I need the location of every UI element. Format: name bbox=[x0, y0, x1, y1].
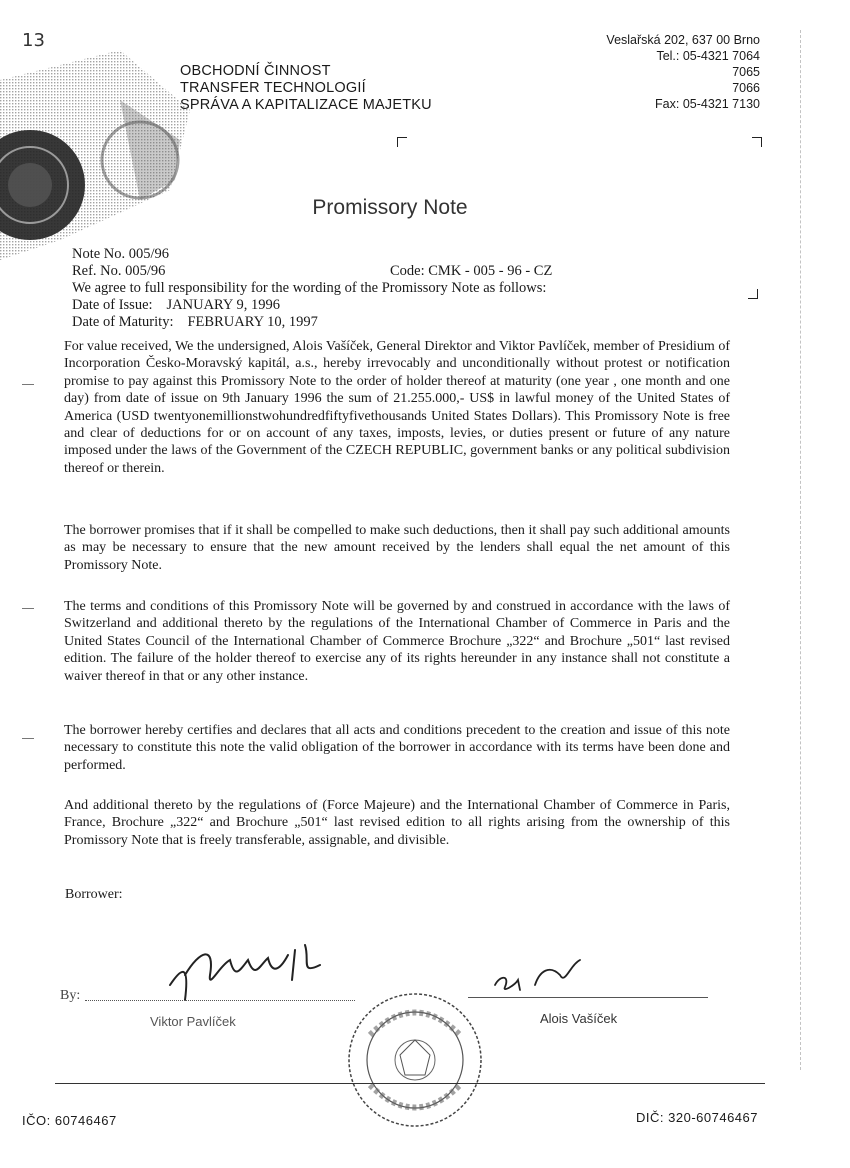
paragraph-3-text: The terms and conditions of this Promissory Note will be governed by and construed in accordance with the laws of Switzerland and additional thereto by the regulations of the International Chamber of Commerce in Paris and the United States Council of the International Chamber of Commerce Brochure „322“ and Brochure „501“ last revised edition. The failure of the holder thereof to exercise any of its rights hereunder in any instance shall not constitute a waiver thereof in that or any other instance. bbox=[64, 599, 730, 684]
note-number bbox=[72, 246, 772, 263]
signer-name-2: Alois Vašíček bbox=[540, 1011, 618, 1026]
tax-id-number: DIČ: 320-60746467 bbox=[636, 1110, 758, 1125]
date-of-maturity-row bbox=[72, 314, 772, 331]
company-activities bbox=[180, 63, 432, 114]
paragraph-4-text: The borrower hereby certifies and declares that all acts and conditions precedent to the creation and issue of this note necessary to constitute this note the valid obligation of the borrower in accordance with its terms have been done and performed. bbox=[64, 723, 730, 773]
paragraph-force-majeure bbox=[64, 797, 730, 849]
date-of-maturity-value: FEBRUARY 10, 1997 bbox=[187, 314, 318, 330]
reference-row bbox=[72, 263, 772, 280]
signer-name-1: Viktor Pavlíček bbox=[150, 1014, 236, 1029]
document-code: Code: CMK - 005 - 96 - CZ bbox=[390, 263, 553, 279]
telephone: Tel.: 05-4321 7064 bbox=[656, 49, 760, 63]
telephone-2: 7065 bbox=[732, 65, 760, 79]
margin-mark bbox=[22, 738, 34, 739]
intro-text: We agree to full responsibility for the wording of the Promissory Note as follows: bbox=[72, 280, 547, 296]
contact-block bbox=[606, 32, 760, 112]
margin-mark bbox=[22, 608, 34, 609]
address: Veslařská 202, 637 00 Brno bbox=[606, 33, 760, 47]
date-of-issue-value: JANUARY 9, 1996 bbox=[166, 297, 280, 313]
document-title: Promissory Note bbox=[312, 196, 468, 219]
paragraph-5-text: And additional thereto by the regulations of (Force Majeure) and the International Chamber of Commerce in Paris, France, Brochure „322“ and Brochure „501“ last revised edition to all rights arising from the ownership of this Promissory Note that is freely transferable, assignable, and divisible. bbox=[64, 798, 730, 848]
corner-mark-top-left bbox=[397, 137, 407, 147]
reference-number: Ref. No. 005/96 bbox=[72, 263, 166, 279]
note-metadata bbox=[72, 246, 772, 331]
by-label: By: bbox=[60, 988, 81, 1003]
margin-mark bbox=[22, 384, 34, 385]
date-of-issue-row bbox=[72, 297, 772, 314]
company-line-3: SPRÁVA A KAPITALIZACE MAJETKU bbox=[180, 97, 432, 113]
paragraph-certification bbox=[64, 722, 730, 774]
telephone-3: 7066 bbox=[732, 81, 760, 95]
corner-mark-top-right bbox=[752, 137, 762, 147]
company-line-1: OBCHODNÍ ČINNOST bbox=[180, 63, 331, 79]
note-number-text: Note No. 005/96 bbox=[72, 246, 170, 262]
fax: Fax: 05-4321 7130 bbox=[655, 97, 760, 111]
borrower-label: Borrower: bbox=[65, 887, 123, 902]
signature-line-1 bbox=[85, 1000, 355, 1001]
signature-line-2 bbox=[468, 997, 708, 998]
company-seal bbox=[340, 985, 490, 1135]
scan-edge bbox=[800, 30, 801, 1070]
paragraph-2-text: The borrower promises that if it shall be compelled to make such deductions, then it shall pay such additional amounts as may be necessary to ensure that the new amount received by the lenders shall equal the net amount of this Promissory Note. bbox=[64, 523, 730, 573]
paragraph-value-received bbox=[64, 338, 730, 477]
company-id-number: IČO: 60746467 bbox=[22, 1113, 117, 1128]
footer-rule bbox=[55, 1083, 765, 1084]
date-of-maturity-label: Date of Maturity: bbox=[72, 314, 174, 330]
date-of-issue-label: Date of Issue: bbox=[72, 297, 153, 313]
paragraph-terms bbox=[64, 598, 730, 685]
corner-stamp-graphic bbox=[0, 40, 200, 270]
paragraph-deductions bbox=[64, 522, 730, 574]
paragraph-1-text: For value received, We the undersigned, Alois Vašíček, General Direktor and Viktor Pavlíček, member of Presidium of Incorporation Česko-Moravský kapitál, a.s., hereby irrevocably and unconditionally without protest or notification promise to pay against this Promissory Note to the order of holder thereof at maturity (one year , one month and one day) from date of issue on 9th January 1996 the sum of 21.255.000,- US$ in lawful money of the United States of America (USD twentyonemillionstwohundredfiftyfivethousands United States Dollars). This Promissory Note is free and clear of deductions for or on account of any taxes, imposts, levies, or duties present or future of any nature imposed under the laws of the Government of the CZECH REPUBLIC, government banks or any political subdivision thereof or therein. bbox=[64, 339, 730, 476]
company-line-2: TRANSFER TECHNOLOGIÍ bbox=[180, 80, 366, 96]
signature-pavlicek bbox=[160, 930, 350, 1010]
page-number: 13 bbox=[22, 30, 45, 51]
intro-line bbox=[72, 280, 772, 297]
